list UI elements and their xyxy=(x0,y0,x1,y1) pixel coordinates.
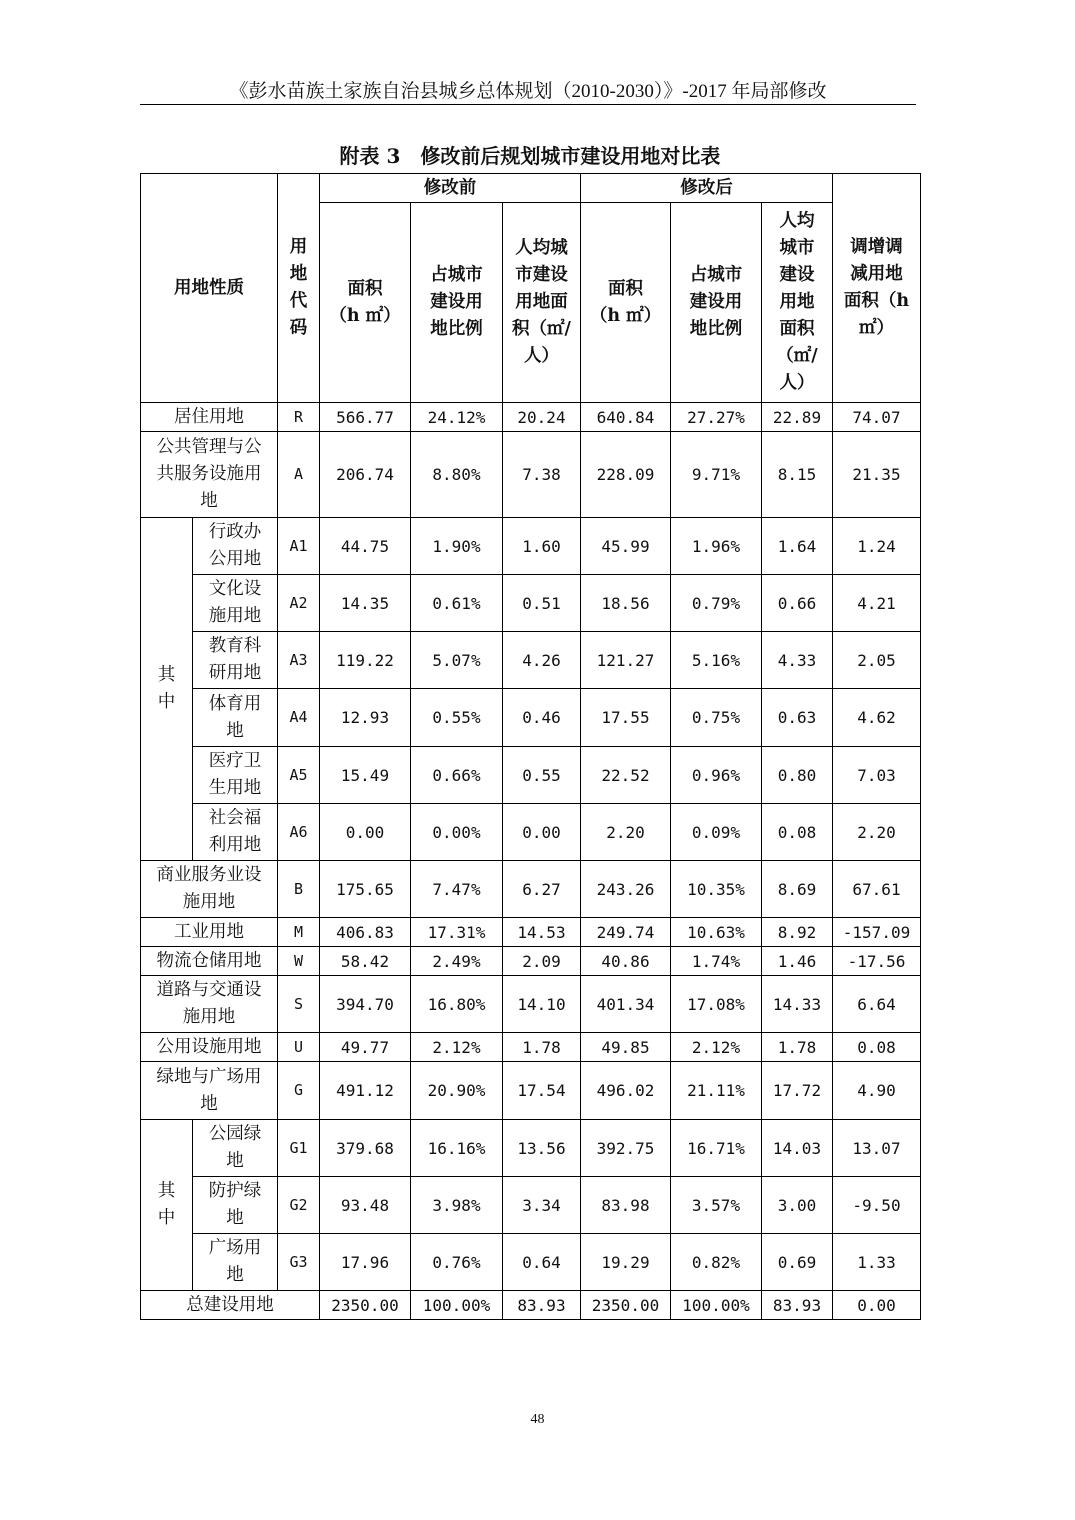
value-r1: 0.00% xyxy=(411,804,503,861)
value-d: 1.33 xyxy=(833,1234,921,1291)
value-d: 13.07 xyxy=(833,1120,921,1177)
header-before: 修改前 xyxy=(320,174,581,203)
sub-land-use-name: 文化设 施用地 xyxy=(193,575,278,632)
value-r2: 27.27% xyxy=(671,403,762,432)
sub-land-use-name: 社会福 利用地 xyxy=(193,804,278,861)
value-r2: 3.57% xyxy=(671,1177,762,1234)
table-row xyxy=(141,689,921,747)
header-area-before: 面积 （h ㎡） xyxy=(320,203,411,403)
value-a1: 14.35 xyxy=(320,575,411,632)
value-p2: 1.64 xyxy=(762,518,833,575)
value-a1: 0.00 xyxy=(320,804,411,861)
value-d: 4.62 xyxy=(833,689,921,747)
table-row xyxy=(141,1120,921,1177)
land-use-name: 物流仓储用地 xyxy=(141,947,278,976)
sub-land-use-name: 公园绿 地 xyxy=(193,1120,278,1177)
total-p2: 83.93 xyxy=(762,1291,833,1320)
value-p1: 1.78 xyxy=(503,1033,581,1062)
value-p2: 1.46 xyxy=(762,947,833,976)
table-row xyxy=(141,518,921,575)
value-p2: 17.72 xyxy=(762,1062,833,1120)
value-p2: 8.92 xyxy=(762,918,833,947)
land-use-code: A5 xyxy=(278,747,320,804)
land-use-code: A4 xyxy=(278,689,320,747)
value-a2: 40.86 xyxy=(581,947,671,976)
land-use-name: 商业服务业设 施用地 xyxy=(141,861,278,918)
value-a2: 83.98 xyxy=(581,1177,671,1234)
header-ratio-before: 占城市 建设用 地比例 xyxy=(411,203,503,403)
table-title: 附表 3 修改前后规划城市建设用地对比表 xyxy=(339,144,721,168)
header-divider xyxy=(140,104,916,105)
value-p2: 0.63 xyxy=(762,689,833,747)
value-r1: 24.12% xyxy=(411,403,503,432)
header-code: 用 地 代 码 xyxy=(278,174,320,403)
value-a1: 566.77 xyxy=(320,403,411,432)
value-a2: 49.85 xyxy=(581,1033,671,1062)
value-a2: 249.74 xyxy=(581,918,671,947)
value-d: 2.20 xyxy=(833,804,921,861)
total-d: 0.00 xyxy=(833,1291,921,1320)
value-r1: 3.98% xyxy=(411,1177,503,1234)
subgroup-label: 其 中 xyxy=(141,518,193,861)
value-a2: 243.26 xyxy=(581,861,671,918)
header-per-capita-after: 人均 城市 建设 用地 面积 （㎡/ 人） xyxy=(762,203,833,403)
value-p2: 3.00 xyxy=(762,1177,833,1234)
value-a1: 491.12 xyxy=(320,1062,411,1120)
value-r2: 0.96% xyxy=(671,747,762,804)
value-r1: 0.66% xyxy=(411,747,503,804)
table-row xyxy=(141,1234,921,1291)
land-use-code: G xyxy=(278,1062,320,1120)
value-a1: 93.48 xyxy=(320,1177,411,1234)
value-d: 74.07 xyxy=(833,403,921,432)
land-use-code: U xyxy=(278,1033,320,1062)
value-d: 6.64 xyxy=(833,976,921,1033)
value-p2: 0.69 xyxy=(762,1234,833,1291)
value-r2: 10.63% xyxy=(671,918,762,947)
table-row xyxy=(141,632,921,689)
land-use-code: R xyxy=(278,403,320,432)
value-d: 21.35 xyxy=(833,432,921,518)
value-a2: 19.29 xyxy=(581,1234,671,1291)
table-row xyxy=(141,1062,921,1120)
value-r2: 17.08% xyxy=(671,976,762,1033)
value-d: 4.21 xyxy=(833,575,921,632)
value-r2: 0.09% xyxy=(671,804,762,861)
total-r1: 100.00% xyxy=(411,1291,503,1320)
land-use-name: 公共管理与公 共服务设施用 地 xyxy=(141,432,278,518)
value-p1: 20.24 xyxy=(503,403,581,432)
value-r2: 0.75% xyxy=(671,689,762,747)
value-r2: 2.12% xyxy=(671,1033,762,1062)
land-use-name: 居住用地 xyxy=(141,403,278,432)
value-a2: 121.27 xyxy=(581,632,671,689)
total-row xyxy=(141,1291,921,1320)
value-p1: 7.38 xyxy=(503,432,581,518)
value-r2: 0.79% xyxy=(671,575,762,632)
value-a1: 44.75 xyxy=(320,518,411,575)
land-use-comparison-table xyxy=(140,173,921,1320)
value-p2: 22.89 xyxy=(762,403,833,432)
value-p2: 0.80 xyxy=(762,747,833,804)
land-use-code: M xyxy=(278,918,320,947)
value-p2: 4.33 xyxy=(762,632,833,689)
table-row xyxy=(141,947,921,976)
value-d: 2.05 xyxy=(833,632,921,689)
land-use-code: A2 xyxy=(278,575,320,632)
value-r2: 1.74% xyxy=(671,947,762,976)
header-land-use: 用地性质 xyxy=(141,174,278,403)
value-p2: 8.69 xyxy=(762,861,833,918)
value-d: 4.90 xyxy=(833,1062,921,1120)
value-a1: 15.49 xyxy=(320,747,411,804)
value-p2: 8.15 xyxy=(762,432,833,518)
value-r1: 16.16% xyxy=(411,1120,503,1177)
subgroup-label: 其 中 xyxy=(141,1120,193,1291)
sub-land-use-name: 医疗卫 生用地 xyxy=(193,747,278,804)
value-a2: 18.56 xyxy=(581,575,671,632)
land-use-name: 绿地与广场用 地 xyxy=(141,1062,278,1120)
total-a2: 2350.00 xyxy=(581,1291,671,1320)
value-p1: 6.27 xyxy=(503,861,581,918)
sub-land-use-name: 行政办 公用地 xyxy=(193,518,278,575)
header-area-after: 面积 （h ㎡） xyxy=(581,203,671,403)
table-row xyxy=(141,1177,921,1234)
value-r2: 5.16% xyxy=(671,632,762,689)
land-use-name: 道路与交通设 施用地 xyxy=(141,976,278,1033)
value-p2: 0.08 xyxy=(762,804,833,861)
table-row xyxy=(141,747,921,804)
land-use-code: B xyxy=(278,861,320,918)
sub-land-use-name: 防护绿 地 xyxy=(193,1177,278,1234)
land-use-code: W xyxy=(278,947,320,976)
value-p1: 14.53 xyxy=(503,918,581,947)
table-row xyxy=(141,861,921,918)
value-a2: 17.55 xyxy=(581,689,671,747)
value-p2: 0.66 xyxy=(762,575,833,632)
value-a1: 379.68 xyxy=(320,1120,411,1177)
land-use-code: G1 xyxy=(278,1120,320,1177)
land-use-code: S xyxy=(278,976,320,1033)
table-row xyxy=(141,804,921,861)
page-number: 48 xyxy=(530,1412,545,1427)
land-use-code: A1 xyxy=(278,518,320,575)
sub-land-use-name: 教育科 研用地 xyxy=(193,632,278,689)
value-r2: 10.35% xyxy=(671,861,762,918)
value-a2: 496.02 xyxy=(581,1062,671,1120)
value-r1: 17.31% xyxy=(411,918,503,947)
value-p1: 14.10 xyxy=(503,976,581,1033)
value-r1: 5.07% xyxy=(411,632,503,689)
land-use-code: A3 xyxy=(278,632,320,689)
land-use-code: G3 xyxy=(278,1234,320,1291)
table-row xyxy=(141,976,921,1033)
value-r1: 8.80% xyxy=(411,432,503,518)
value-a1: 206.74 xyxy=(320,432,411,518)
value-d: -157.09 xyxy=(833,918,921,947)
value-d: 67.61 xyxy=(833,861,921,918)
value-a2: 228.09 xyxy=(581,432,671,518)
value-p1: 3.34 xyxy=(503,1177,581,1234)
table-row xyxy=(141,432,921,518)
value-r1: 0.76% xyxy=(411,1234,503,1291)
land-use-name: 公用设施用地 xyxy=(141,1033,278,1062)
value-a1: 12.93 xyxy=(320,689,411,747)
value-d: -17.56 xyxy=(833,947,921,976)
value-r1: 20.90% xyxy=(411,1062,503,1120)
land-use-code: A6 xyxy=(278,804,320,861)
table-row xyxy=(141,403,921,432)
header-per-capita-before: 人均城 市建设 用地面 积（㎡/ 人） xyxy=(503,203,581,403)
land-use-code: A xyxy=(278,432,320,518)
table-row xyxy=(141,575,921,632)
value-p1: 13.56 xyxy=(503,1120,581,1177)
value-d: -9.50 xyxy=(833,1177,921,1234)
value-r1: 0.55% xyxy=(411,689,503,747)
value-a1: 17.96 xyxy=(320,1234,411,1291)
value-a2: 392.75 xyxy=(581,1120,671,1177)
value-r1: 2.12% xyxy=(411,1033,503,1062)
value-r1: 1.90% xyxy=(411,518,503,575)
value-a1: 119.22 xyxy=(320,632,411,689)
header-ratio-after: 占城市 建设用 地比例 xyxy=(671,203,762,403)
total-r2: 100.00% xyxy=(671,1291,762,1320)
value-a1: 49.77 xyxy=(320,1033,411,1062)
value-r1: 7.47% xyxy=(411,861,503,918)
value-r1: 0.61% xyxy=(411,575,503,632)
value-a2: 2.20 xyxy=(581,804,671,861)
header-after: 修改后 xyxy=(581,174,833,203)
value-r2: 9.71% xyxy=(671,432,762,518)
land-use-code: G2 xyxy=(278,1177,320,1234)
land-use-name: 工业用地 xyxy=(141,918,278,947)
value-a1: 406.83 xyxy=(320,918,411,947)
value-r2: 21.11% xyxy=(671,1062,762,1120)
value-p1: 0.00 xyxy=(503,804,581,861)
sub-land-use-name: 体育用 地 xyxy=(193,689,278,747)
page-header: 《彭水苗族土家族自治县城乡总体规划（2010-2030）》-2017 年局部修改 xyxy=(229,81,827,102)
header-change: 调增调 减用地 面积（h ㎡） xyxy=(833,174,921,403)
value-r2: 1.96% xyxy=(671,518,762,575)
total-label: 总建设用地 xyxy=(141,1291,320,1320)
sub-land-use-name: 广场用 地 xyxy=(193,1234,278,1291)
value-p1: 0.46 xyxy=(503,689,581,747)
value-r1: 2.49% xyxy=(411,947,503,976)
value-a1: 175.65 xyxy=(320,861,411,918)
table-row xyxy=(141,1033,921,1062)
value-p1: 2.09 xyxy=(503,947,581,976)
value-p1: 0.51 xyxy=(503,575,581,632)
value-p1: 0.64 xyxy=(503,1234,581,1291)
value-a1: 394.70 xyxy=(320,976,411,1033)
value-p2: 14.33 xyxy=(762,976,833,1033)
total-a1: 2350.00 xyxy=(320,1291,411,1320)
value-r2: 0.82% xyxy=(671,1234,762,1291)
value-a2: 640.84 xyxy=(581,403,671,432)
value-p1: 4.26 xyxy=(503,632,581,689)
value-a1: 58.42 xyxy=(320,947,411,976)
value-p1: 0.55 xyxy=(503,747,581,804)
value-p1: 17.54 xyxy=(503,1062,581,1120)
value-d: 7.03 xyxy=(833,747,921,804)
value-d: 1.24 xyxy=(833,518,921,575)
value-p2: 1.78 xyxy=(762,1033,833,1062)
value-p1: 1.60 xyxy=(503,518,581,575)
value-a2: 45.99 xyxy=(581,518,671,575)
table-row xyxy=(141,918,921,947)
value-r1: 16.80% xyxy=(411,976,503,1033)
value-d: 0.08 xyxy=(833,1033,921,1062)
value-a2: 22.52 xyxy=(581,747,671,804)
total-p1: 83.93 xyxy=(503,1291,581,1320)
value-a2: 401.34 xyxy=(581,976,671,1033)
value-r2: 16.71% xyxy=(671,1120,762,1177)
value-p2: 14.03 xyxy=(762,1120,833,1177)
